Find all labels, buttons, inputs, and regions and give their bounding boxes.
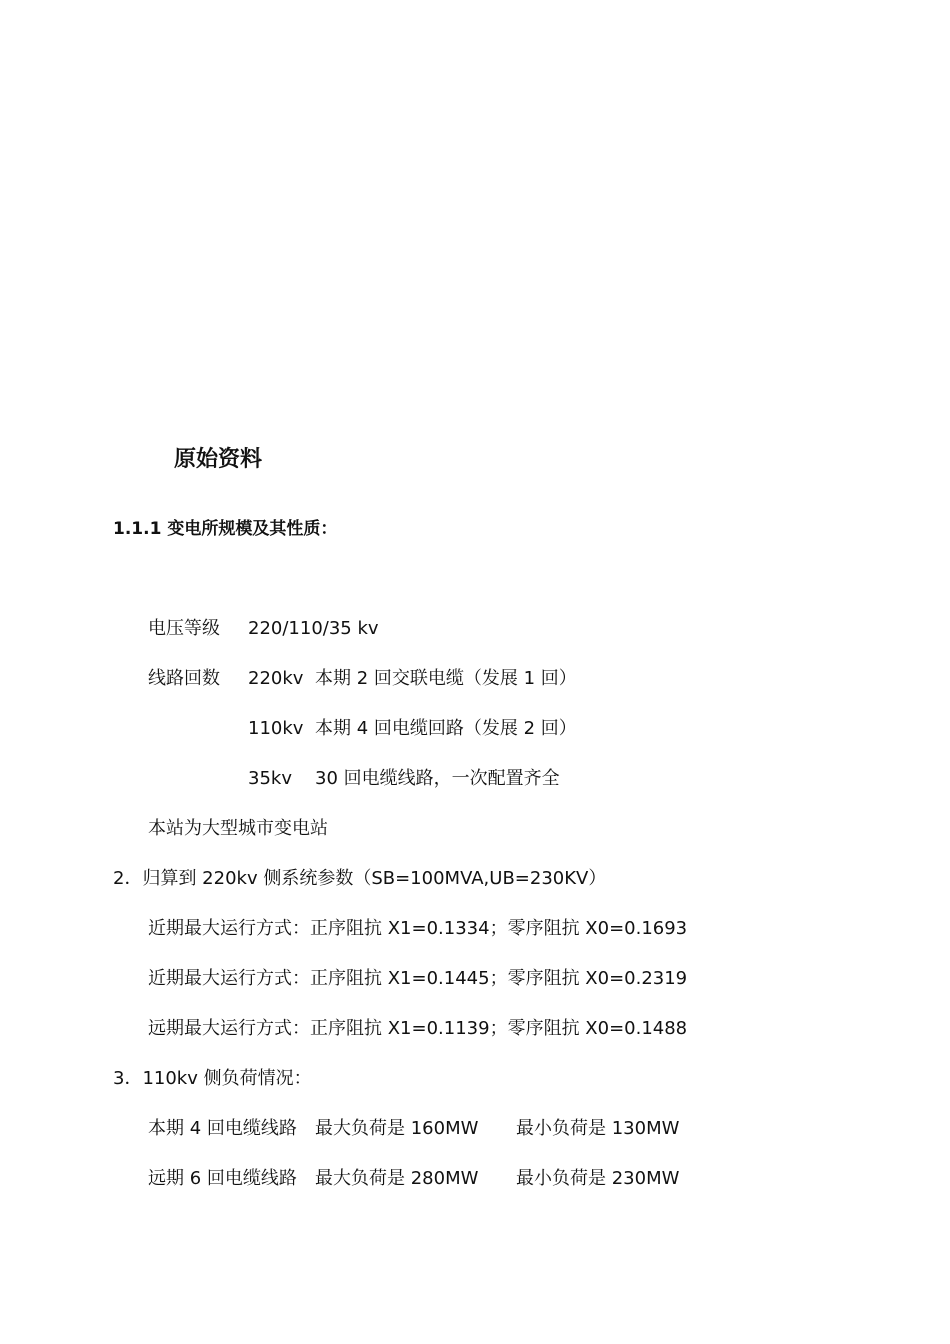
- load-max: 最大负荷是 160MW: [315, 1118, 479, 1139]
- load-circuit: 本期 4 回电缆线路: [148, 1118, 297, 1139]
- load-circuit: 远期 6 回电缆线路: [148, 1168, 297, 1189]
- line-desc: 本期 4 回电缆回路（发展 2 回）: [315, 718, 577, 739]
- section-heading: 1.1.1 变电所规模及其性质：: [113, 519, 338, 539]
- load-min: 最小负荷是 130MW: [516, 1118, 680, 1139]
- station-note: 本站为大型城市变电站: [148, 818, 328, 839]
- line-voltage: 110kv: [248, 718, 304, 739]
- line-voltage: 220kv: [248, 668, 304, 689]
- line-desc: 本期 2 回交联电缆（发展 1 回）: [315, 668, 577, 689]
- voltage-label: 电压等级: [148, 618, 220, 639]
- load-max: 最大负荷是 280MW: [315, 1168, 479, 1189]
- param-row: 近期最大运行方式：正序阻抗 X1=0.1334；零序阻抗 X0=0.1693: [148, 918, 688, 939]
- page-title: 原始资料: [174, 447, 263, 472]
- section2-heading: 2．归算到 220kv 侧系统参数（SB=100MVA,UB=230KV）: [113, 868, 607, 889]
- param-row: 近期最大运行方式：正序阻抗 X1=0.1445；零序阻抗 X0=0.2319: [148, 968, 688, 989]
- section3-heading: 3．110kv 侧负荷情况：: [113, 1068, 312, 1089]
- param-row: 远期最大运行方式：正序阻抗 X1=0.1139；零序阻抗 X0=0.1488: [148, 1018, 688, 1039]
- voltage-value: 220/110/35 kv: [248, 618, 379, 639]
- line-desc: 30 回电缆线路，一次配置齐全: [315, 768, 560, 789]
- lines-label: 线路回数: [148, 668, 220, 689]
- line-voltage: 35kv: [248, 768, 292, 789]
- load-min: 最小负荷是 230MW: [516, 1168, 680, 1189]
